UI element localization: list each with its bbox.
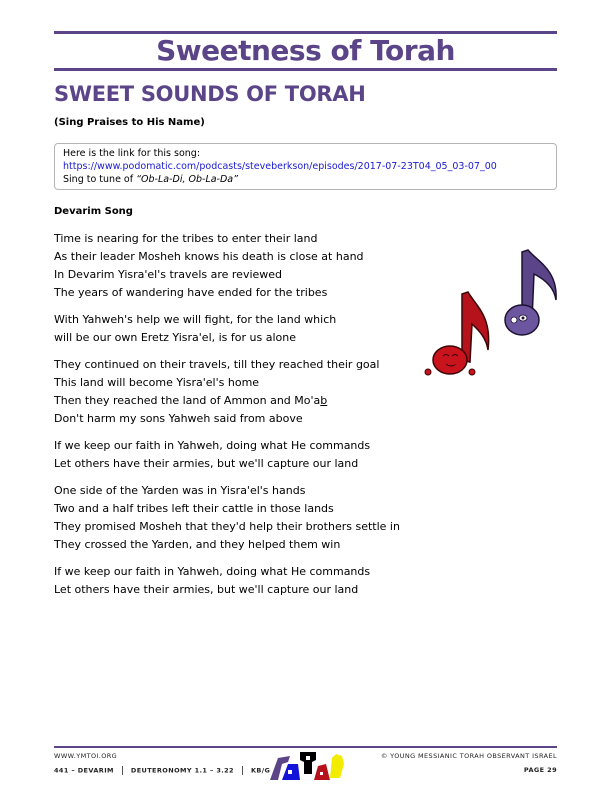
lyric-line: They crossed the Yarden, and they helped them win — [54, 538, 341, 551]
song-info-box — [54, 143, 557, 190]
song-lyrics — [54, 230, 400, 608]
stanza — [54, 563, 400, 599]
song-link[interactable]: https://www.podomatic.com/podcasts/steveberkson/episodes/2017-07-23T04_05_03-07_00 — [63, 161, 497, 172]
lyric-line — [54, 392, 400, 410]
lyric-line: will be our own Eretz Yisra'el, is for us alone — [54, 331, 296, 344]
lyric-line: If we keep our faith in Yahweh, doing what He commands — [54, 565, 371, 578]
page-number: PAGE 29 — [523, 766, 557, 774]
footer-rule — [54, 746, 557, 748]
footer-parsha: 441 – DEVARIM — [54, 766, 114, 775]
footer-info-row — [54, 766, 270, 775]
tune-prefix: Sing to tune of — [63, 174, 137, 185]
footer-left — [54, 752, 270, 775]
song-title: Devarim Song — [54, 206, 133, 217]
tune-line — [63, 173, 556, 186]
stanza — [54, 230, 400, 302]
logo-icon — [268, 752, 354, 782]
lyric-line: If we keep our faith in Yahweh, doing what He commands — [54, 439, 371, 452]
link-intro: Here is the link for this song: — [63, 148, 201, 159]
lyric-line: In Devarim Yisra'el's travels are reviewed — [54, 268, 283, 281]
lyric-line: As their leader Mosheh knows his death is close at hand — [54, 250, 364, 263]
tune-name: “Ob-La-Di, Ob-La-Da” — [136, 174, 239, 185]
lyric-line: Let others have their armies, but we'll capture our land — [54, 457, 359, 470]
underlined-letter: b — [320, 394, 328, 407]
stanza — [54, 482, 400, 554]
lyric-line: Don't harm my sons Yahweh said from above — [54, 412, 303, 425]
section-subtitle: (Sing Praises to His Name) — [54, 117, 205, 128]
header-rule-bottom — [54, 68, 557, 71]
lyric-line: With Yahweh's help we will fight, for the land which — [54, 313, 337, 326]
footer-right — [381, 752, 557, 774]
lyric-line: The years of wandering have ended for the tribes — [54, 286, 328, 299]
footer-level: KB/G — [250, 766, 271, 775]
footer-website: WWW.YMTOI.ORG — [54, 752, 118, 760]
section-title: SWEET SOUNDS OF TORAH — [54, 82, 366, 106]
lyric-line: One side of the Yarden was in Yisra'el's hands — [54, 484, 306, 497]
stanza — [54, 311, 400, 347]
lyric-line: They continued on their travels, till they reached their goal — [54, 358, 380, 371]
lyric-line: Let others have their armies, but we'll capture our land — [54, 583, 359, 596]
lyric-line: This land will become Yisra'el's home — [54, 376, 260, 389]
lyric-text: Then they reached the land of Ammon and Mo'a — [54, 394, 321, 407]
stanza — [54, 356, 400, 428]
lyric-line: They promised Mosheh that they'd help their brothers settle in — [54, 520, 400, 533]
footer-copyright: © YOUNG MESSIANIC TORAH OBSERVANT ISRAEL — [380, 752, 557, 760]
page-title: Sweetness of Torah — [156, 34, 455, 67]
lyric-line: Two and a half tribes left their cattle in those lands — [54, 502, 334, 515]
lyric-line: Time is nearing for the tribes to enter their land — [54, 232, 318, 245]
footer-reference: DEUTERONOMY 1.1 – 3.22 — [130, 766, 234, 775]
music-notes-icon — [410, 240, 570, 380]
stanza — [54, 437, 400, 473]
footer-separator — [122, 766, 123, 775]
footer-separator — [242, 766, 243, 775]
